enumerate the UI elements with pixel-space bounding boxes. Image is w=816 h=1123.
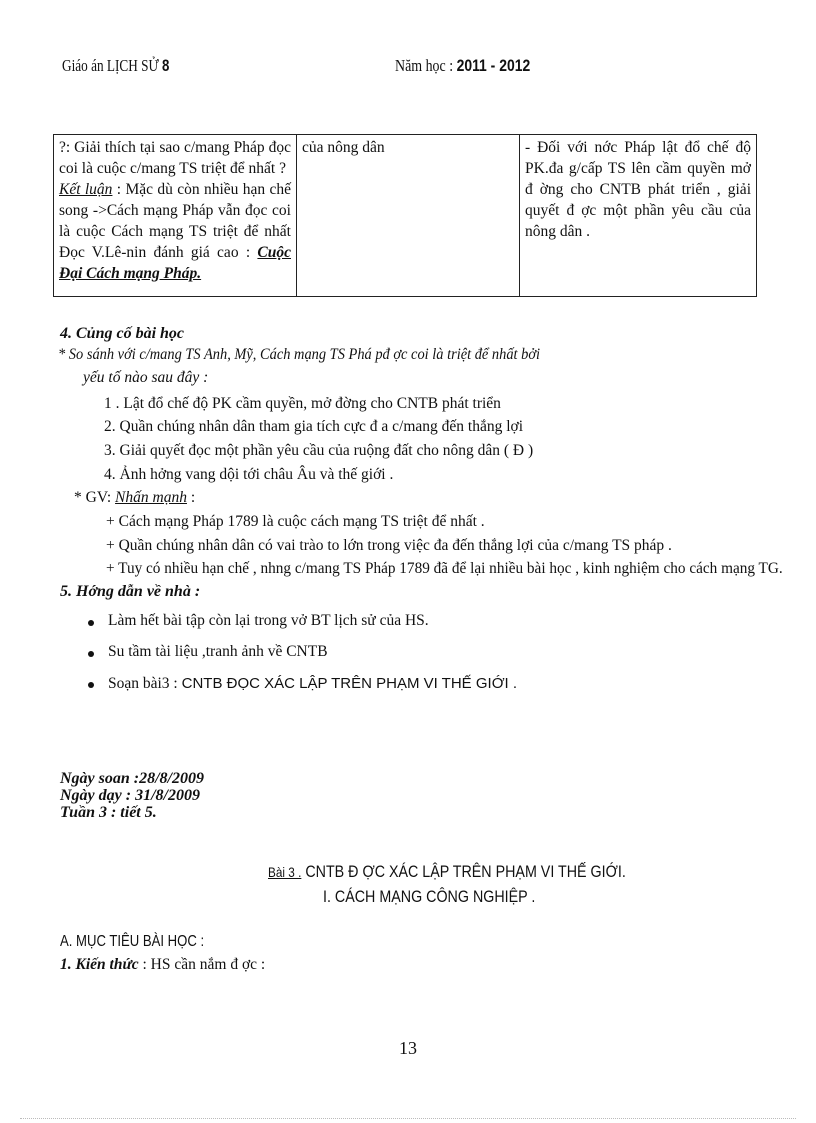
knowledge-line <box>60 956 265 974</box>
option-4: 4. Ảnh hởng vang dội tới châu Âu và thế giới . <box>104 466 394 483</box>
header-subject: Giáo án LỊCH SỬ <box>62 56 159 75</box>
bullet-icon <box>88 682 94 688</box>
section5-heading: 5. Hớng dẫn về nhà : <box>60 583 201 600</box>
table-cell-question <box>54 135 297 297</box>
header-right <box>395 56 560 76</box>
section4-question-line2: yếu tố nào sau đây : <box>83 369 209 386</box>
header-grade: 8 <box>161 56 170 75</box>
gv-prefix: * GV: <box>74 489 112 506</box>
homework-item-2: Su tầm tài liệu ,tranh ảnh về CNTB <box>108 643 328 660</box>
option-3: 3. Giải quyết đọc một phần yêu cầu của ruộng đất cho nông dân ( Đ ) <box>104 442 534 459</box>
page-bottom-divider <box>20 1118 796 1119</box>
conclusion-text: : Mặc dù còn nhiều hạn chế song ->Cách mạng Pháp vẫn đọc coi là cuộc Cách mạng TS triệt để nhất Đọc V.Lê-nin đánh giá cao : <box>59 181 291 261</box>
homework-item-3-caps: CNTB ĐỌC XÁC LẬP TRÊN PHẠM VI THẾ GIỚI . <box>181 675 518 692</box>
section4-heading: 4. Củng cố bài học <box>60 325 185 342</box>
header-left <box>62 56 200 76</box>
homework-item-3-prefix: Soạn bài3 : <box>108 675 178 692</box>
week-period: Tuần 3 : tiết 5. <box>60 804 157 821</box>
note-2: + Quần chúng nhân dân có vai trào to lớn trong việc đa đến thắng lợi của c/mang TS pháp . <box>106 537 672 554</box>
note-3: + Tuy có nhiều hạn chế , nhng c/mang TS Pháp 1789 đã để lại nhiều bài học , kinh nghiệm cho cách mạng TG. <box>106 560 783 577</box>
table-row <box>54 135 757 297</box>
homework-item-3 <box>108 675 517 693</box>
table-cell-answer: - Đối với nớc Pháp lật đổ chế độ PK.đa g/cấp TS lên cầm quyền mở đ ờng cho CNTB phát triển , giải quyết đ ợc một phần yêu cầu của nông dân . <box>520 135 757 297</box>
conclusion-label: Kết luận <box>59 181 113 198</box>
lesson-title-line1 <box>268 862 694 882</box>
lesson-bai-label: Bài 3 . <box>268 864 302 880</box>
sectionA-heading: A. MỤC TIÊU BÀI HỌC : <box>60 933 205 950</box>
option-2: 2. Quần chúng nhân dân tham gia tích cực đ a c/mang đến thắng lợi <box>104 418 524 435</box>
homework-item-1: Làm hết bài tập còn lại trong vở BT lịch sử của HS. <box>108 612 429 629</box>
knowledge-label: 1. Kiến thức <box>60 956 139 973</box>
bullet-icon <box>88 651 94 657</box>
option-1: 1 . Lật đổ chế độ PK cầm quyền, mở đờng cho CNTB phát triển <box>104 395 501 412</box>
note-1: + Cách mạng Pháp 1789 là cuộc cách mạng TS triệt để nhất . <box>106 513 485 530</box>
bullet-icon <box>88 620 94 626</box>
gv-line <box>74 489 195 507</box>
header-year: 2011 - 2012 <box>456 56 531 75</box>
date-prepared: Ngày soan :28/8/2009 <box>60 770 204 787</box>
section4-question-line1: * So sánh với c/mang TS Anh, Mỹ, Cách mạng TS Phá pđ ợc coi là triệt để nhất bởi <box>58 346 541 363</box>
gv-colon: : <box>190 489 196 506</box>
lesson-title: CNTB Đ ỢC XÁC LẬP TRÊN PHẠM VI THẾ GIỚI. <box>305 862 626 881</box>
header-year-label: Năm học : <box>395 56 454 75</box>
lesson-title-line2: I. CÁCH MẠNG CÔNG NGHIỆP . <box>323 887 536 906</box>
gv-label: Nhấn mạnh <box>115 489 187 506</box>
lesson-table <box>53 134 757 297</box>
date-taught: Ngày dạy : 31/8/2009 <box>60 787 200 804</box>
question-text: ?: Giải thích tại sao c/mang Pháp đọc coi là cuộc c/mang TS triệt để nhất ? <box>59 139 291 177</box>
table-cell-middle: của nông dân <box>297 135 520 297</box>
conclusion-quote: Cuộc Đại Cách mạng Pháp. <box>59 244 291 282</box>
page-number: 13 <box>399 1038 417 1058</box>
knowledge-text: : HS cần nắm đ ợc : <box>142 956 266 973</box>
